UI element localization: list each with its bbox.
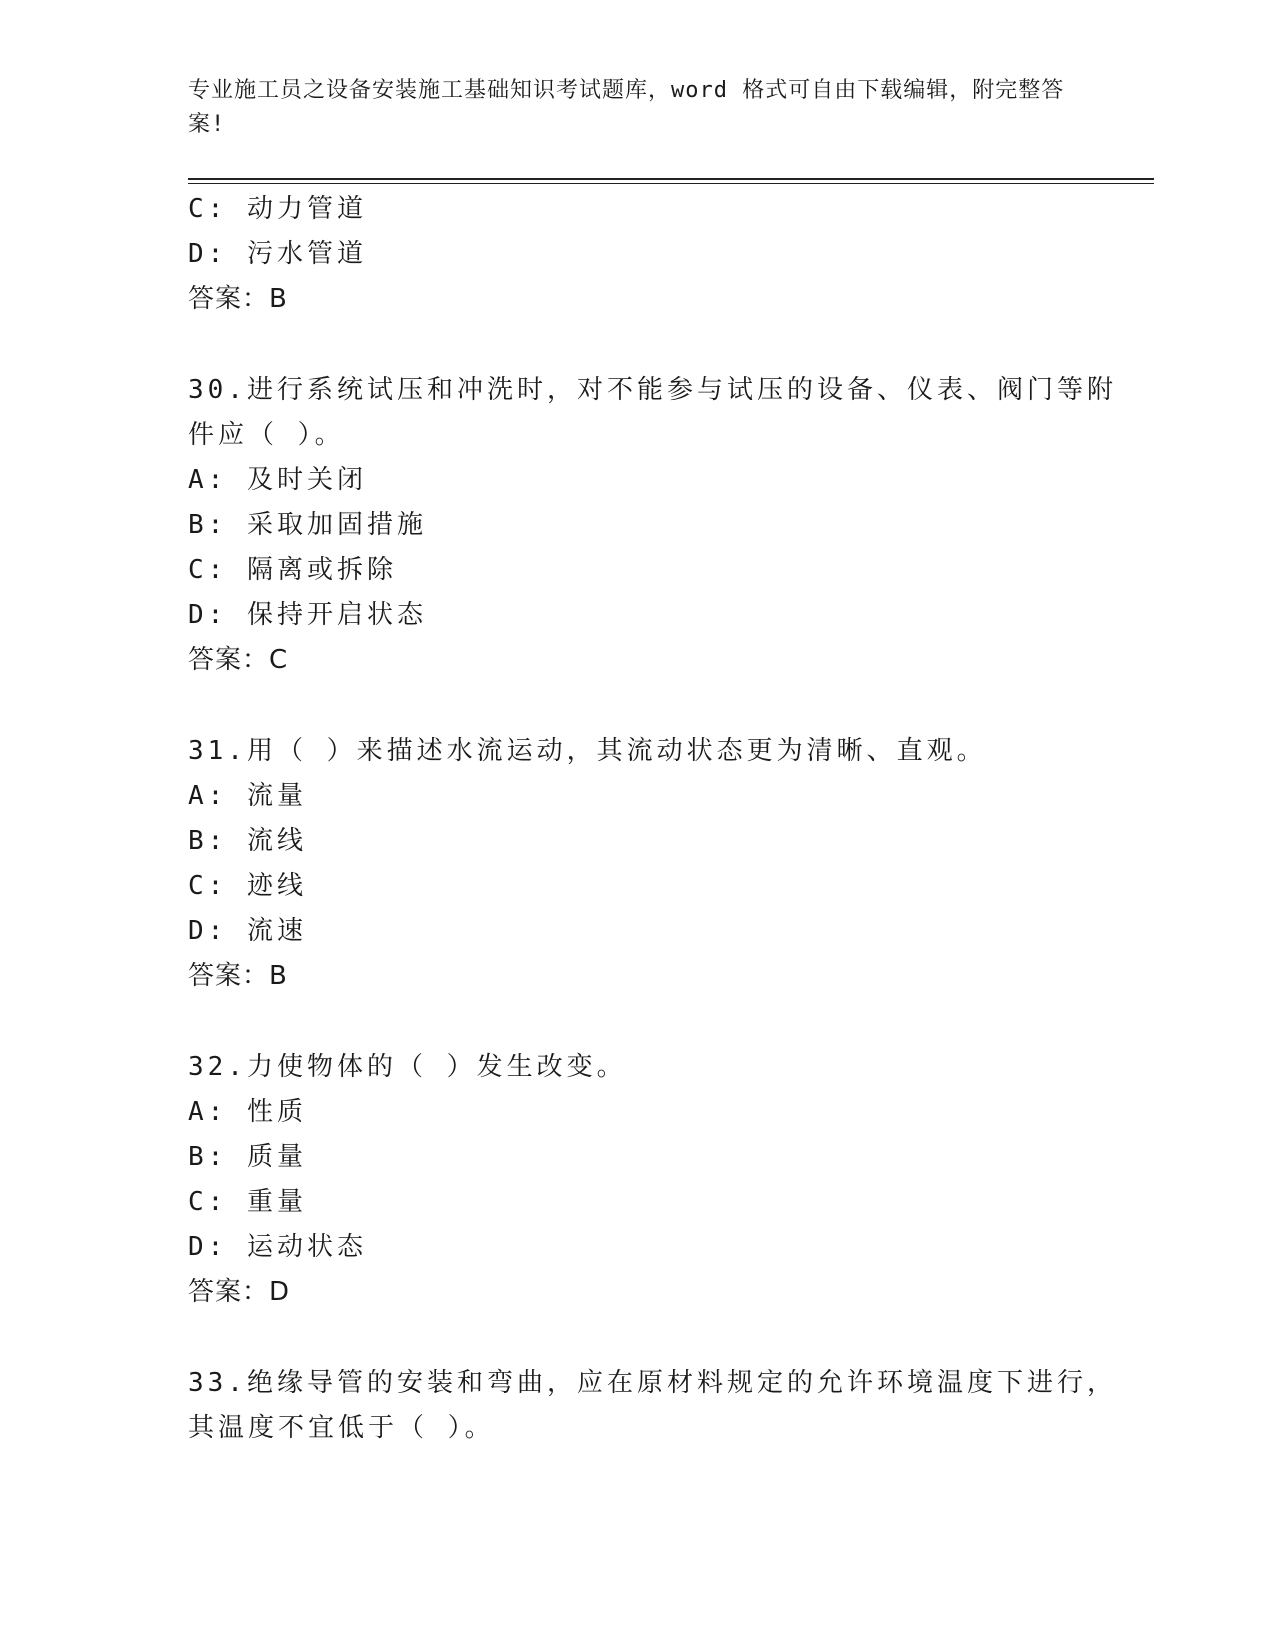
question-30-text: 30.进行系统试压和冲洗时，对不能参与试压的设备、仪表、阀门等附 (188, 375, 1117, 405)
header-rule-thin (188, 183, 1154, 184)
question-30-text-cont: 件应（ ）。 (188, 420, 345, 450)
q32-option-a: A: 性质 (188, 1097, 307, 1127)
question-33-text-cont: 其温度不宜低于（ ）。 (188, 1413, 495, 1443)
q32-option-c: C: 重量 (188, 1187, 307, 1217)
q30-answer: 答案：C (188, 645, 289, 675)
q31-answer: 答案：B (188, 961, 288, 991)
q30-option-c: C: 隔离或拆除 (188, 555, 397, 585)
question-33-text: 33.绝缘导管的安装和弯曲，应在原材料规定的允许环境温度下进行， (188, 1368, 1117, 1398)
q30-option-b: B: 采取加固措施 (188, 510, 427, 540)
document-header: 专业施工员之设备安装施工基础知识考试题库，word 格式可自由下载编辑，附完整答案! (188, 78, 1065, 137)
question-31-text: 31.用（ ）来描述水流运动，其流动状态更为清晰、直观。 (188, 736, 987, 766)
q32-answer: 答案：D (188, 1277, 291, 1307)
q31-option-c: C: 迹线 (188, 871, 307, 901)
header-rule-thick (188, 178, 1154, 180)
q31-option-d: D: 流速 (188, 916, 307, 946)
option-c: C: 动力管道 (188, 194, 367, 224)
q32-option-b: B: 质量 (188, 1142, 307, 1172)
q31-option-a: A: 流量 (188, 781, 307, 811)
q30-option-d: D: 保持开启状态 (188, 600, 427, 630)
q32-option-d: D: 运动状态 (188, 1232, 367, 1262)
q31-option-b: B: 流线 (188, 826, 307, 856)
option-d: D: 污水管道 (188, 239, 367, 269)
question-32-text: 32.力使物体的（ ）发生改变。 (188, 1052, 627, 1082)
q30-option-a: A: 及时关闭 (188, 465, 367, 495)
answer-line: 答案：B (188, 284, 288, 314)
